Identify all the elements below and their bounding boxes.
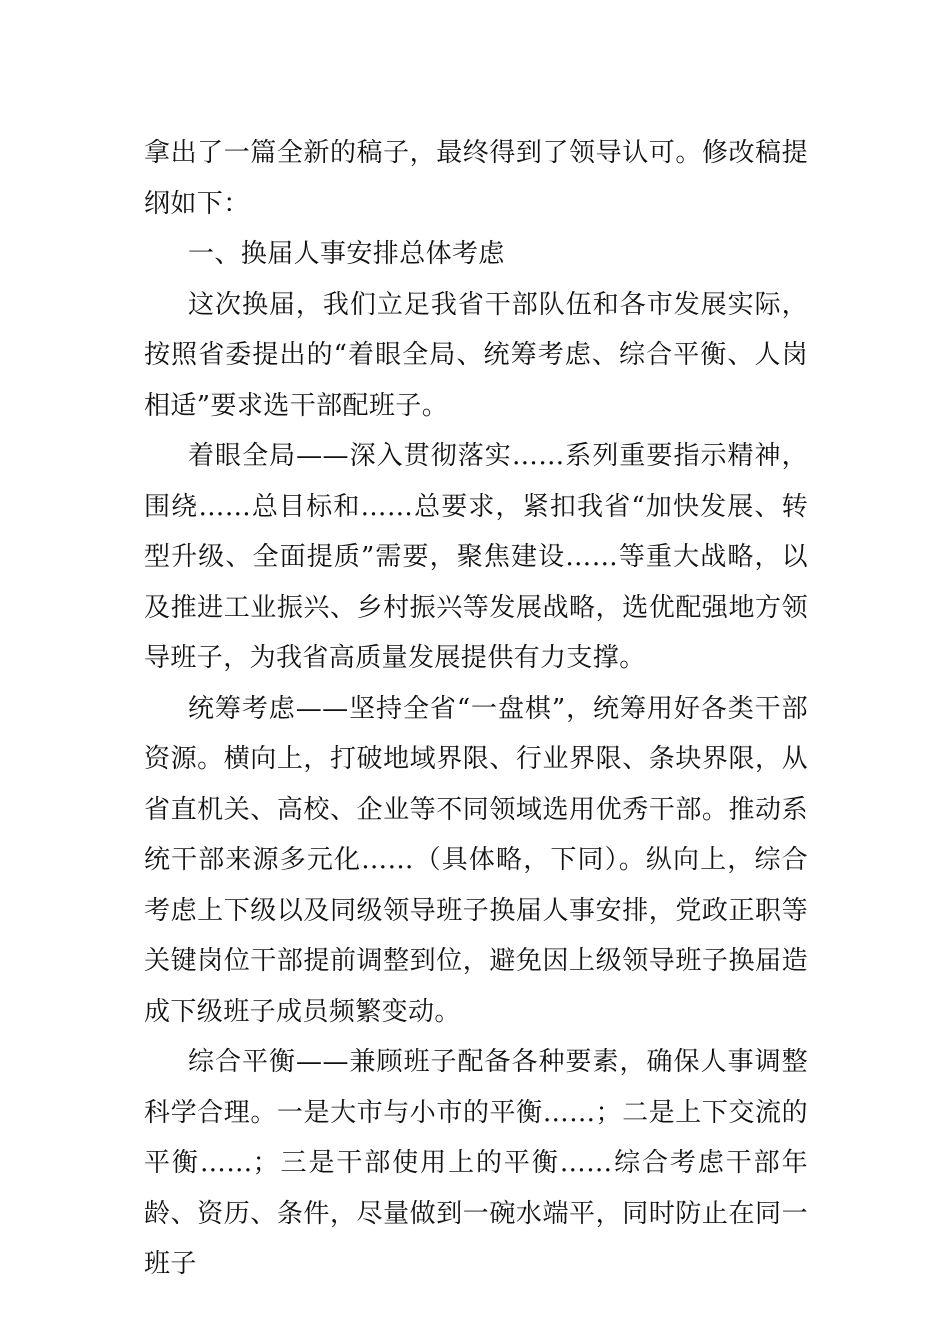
paragraph-continuation: 拿出了一篇全新的稿子，最终得到了领导认可。修改稿提纲如下： xyxy=(144,138,808,219)
paragraph-intro: 这次换届，我们立足我省干部队伍和各市发展实际，按照省委提出的“着眼全局、统筹考虑、综合平衡、人岗相适”要求选干部配班子。 xyxy=(144,289,808,421)
section-heading: 一、换届人事安排总体考虑 xyxy=(188,239,505,269)
paragraph-overall: 着眼全局——深入贯彻落实……系列重要指示精神，围绕……总目标和……总要求，紧扣我省“加快发展、转型升级、全面提质”需要，聚焦建设……等重大战略，以及推进工业振兴、乡村振兴等发展战略，选优配强地方领导班子，为我省高质量发展提供有力支撑。 xyxy=(144,441,808,673)
paragraph-balance: 综合平衡——兼顾班子配备各种要素，确保人事调整科学合理。一是大市与小市的平衡……；二是上下交流的平衡……；三是干部使用上的平衡……综合考虑干部年龄、资历、条件，尽量做到一碗水端平，同时防止在同一班子 xyxy=(144,1047,808,1279)
document-body xyxy=(144,128,808,1290)
paragraph-coordination: 统筹考虑——坚持全省“一盘棋”，统筹用好各类干部资源。横向上，打破地域界限、行业界限、条块界限，从省直机关、高校、企业等不同领域选用优秀干部。推动系统干部来源多元化……（具体略，下同）。纵向上，综合考虑上下级以及同级领导班子换届人事安排，党政正职等关键岗位干部提前调整到位，避免因上级领导班子换届造成下级班子成员频繁变动。 xyxy=(144,693,808,1027)
